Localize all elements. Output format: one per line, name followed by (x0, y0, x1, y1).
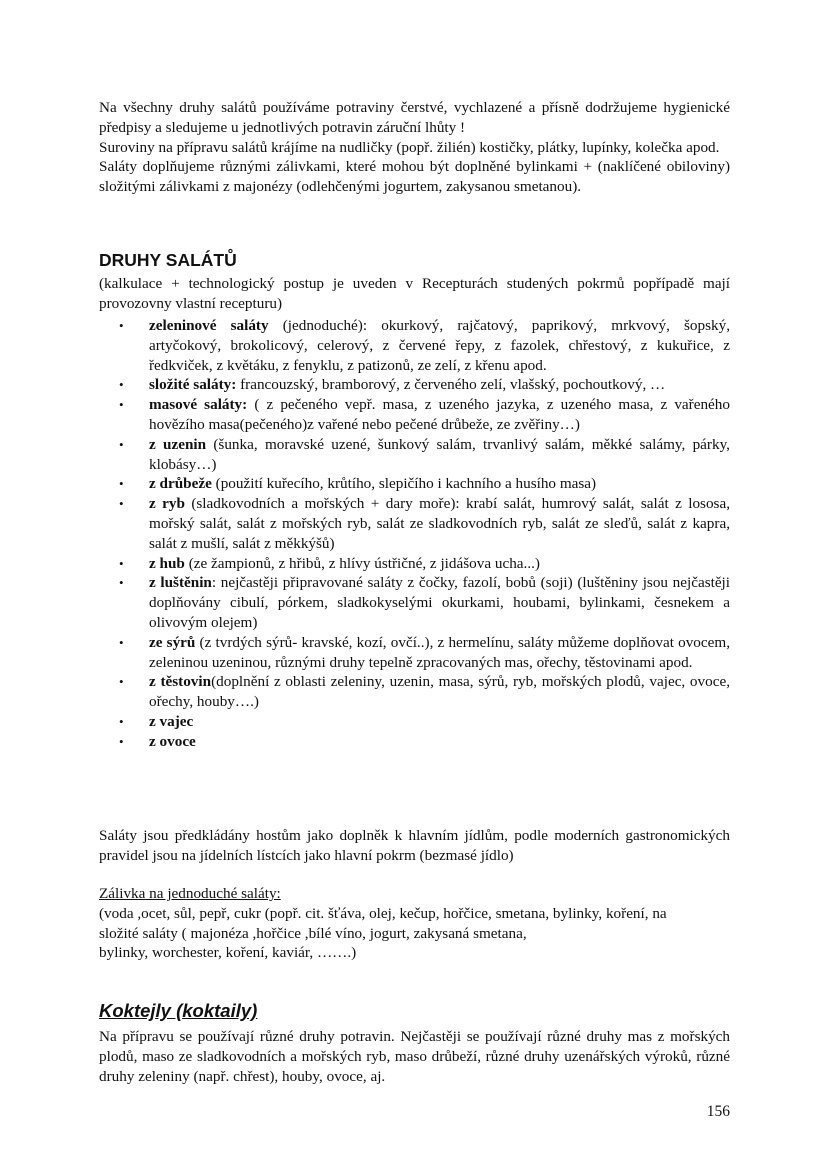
page-number: 156 (706, 1103, 730, 1120)
list-item (119, 712, 730, 732)
salad-types-list (119, 316, 730, 752)
bullet-icon: • (119, 713, 124, 729)
bullet-icon: • (119, 575, 124, 591)
list-item (119, 435, 730, 475)
list-item (119, 474, 730, 494)
serving-paragraph: Saláty jsou předkládány hostům jako doplněk k hlavním jídlům, podle moderních gastronomických pravidel jsou na jídelních lístcích jako hlavní pokrm (bezmasé jídlo) (99, 827, 730, 864)
list-item (119, 494, 730, 553)
item-label: masové saláty: (149, 396, 248, 414)
bullet-icon: • (119, 555, 124, 571)
item-label: zeleninové saláty (149, 317, 269, 334)
item-text: (sladkovodních a mořských + dary moře): krabí salát, humrový salát, salát z lososa, mořský salát, salát z mořských ryb, salát ze sladkovodních ryb, salát ze sleďů, salát z kapra, salát z mušlí, salát z měkkýšů) (149, 495, 730, 552)
section-title-salad-types: DRUHY SALÁTŮ (99, 250, 237, 270)
intro-paragraph: Saláty doplňujeme různými zálivkami, které mohou být doplněné bylinkami + (naklíčené obiloviny) složitými zálivkami z majonézy (odlehčenými jogurtem, zakysanou smetanou). (99, 158, 730, 196)
item-text: (jednoduché): okurkový, rajčatový, paprikový, mrkvový, šopský, artyčokový, brokolicový, celerový, z červené řepy, z fazolek, chřestový, z kukuřice, z ředkviček, z květáku, z fenyklu, z patizonů, ze zelí, z křenu apod. (149, 317, 731, 374)
bullet-icon: • (119, 634, 124, 650)
dressing-line: bylinky, worchester, koření, kaviár, …….) (99, 944, 357, 962)
bullet-icon: • (119, 436, 124, 452)
intro-paragraph: Na všechny druhy salátů používáme potraviny čerstvé, vychlazené a přísně dodržujeme hygienické předpisy a sledujeme u jednotlivých potravin záruční lhůty ! (99, 99, 730, 136)
bullet-icon: • (119, 318, 124, 333)
item-text: francouzský, bramborový, z červeného zelí, vlašský, pochoutkový, … (236, 376, 666, 394)
intro-paragraph: Suroviny na přípravu salátů krájíme na nudličky (popř. žilién) kostičky, plátky, lupínky, kolečka apod. (99, 138, 720, 156)
item-label: z ovoce (149, 732, 196, 750)
section-note: (kalkulace + technologický postup je uveden v Recepturách studených pokrmů popřípadě mají provozovny vlastní recepturu) (99, 275, 730, 312)
item-text: : nejčastěji připravované saláty z čočky, fazolí, bobů (soji) (luštěniny jsou nejčastěji doplňovány cibulí, pórkem, sladkokyselými okurkami, houbami, bylinkami, česnekem a olivovým olejem) (149, 574, 730, 631)
bullet-icon: • (119, 496, 124, 512)
item-text: (použití kuřecího, krůtího, slepičího i kachního a husího masa) (211, 475, 597, 493)
item-label: složité saláty: (149, 376, 237, 394)
bullet-icon: • (119, 377, 124, 393)
bullet-icon: • (119, 674, 124, 690)
item-label: ze sýrů (149, 633, 196, 651)
item-text: (z tvrdých sýrů- kravské, kozí, ovčí..), z hermelínu, saláty můžeme doplňovat ovocem, zeleninou uzeninou, různými druhy tepelně zpracovaných mas, ořechy, těstovinami apod. (149, 633, 730, 671)
list-item (119, 375, 730, 395)
item-label: z těstovin (149, 673, 212, 691)
list-item (119, 316, 730, 375)
item-label: z vajec (149, 712, 194, 730)
item-label: z hub (149, 554, 185, 572)
intro-section (99, 98, 730, 197)
bullet-icon: • (119, 733, 124, 749)
item-label: z ryb (149, 495, 185, 513)
item-label: z drůbeže (149, 475, 212, 493)
list-item (119, 732, 730, 752)
list-item (119, 554, 730, 574)
list-item (119, 395, 730, 435)
item-text: (ze žampionů, z hřibů, z hlívy ústřičné, z jidášova ucha...) (184, 554, 540, 572)
item-text: (doplnění z oblasti zeleniny, uzenin, masa, sýrů, ryb, mořských plodů, vajec, ovoce, ořechy, houby….) (149, 673, 730, 711)
bullet-icon: • (119, 476, 124, 492)
dressing-line: (voda ,ocet, sůl, pepř, cukr (popř. cit. šťáva, olej, kečup, hořčice, smetana, bylinky, koření, na (99, 904, 667, 922)
item-text: (šunka, moravské uzené, šunkový salám, trvanlivý salám, měkké salámy, párky, klobásy…) (149, 435, 730, 473)
item-label: z luštěnin (149, 574, 212, 592)
dressing-section (99, 884, 730, 963)
item-text: ( z pečeného vepř. masa, z uzeného jazyka, z uzeného masa, z vařeného hovězího masa(pečeného)z vařené nebo pečené drůbeže, ze zvěřiny…) (149, 396, 730, 433)
cocktails-paragraph: Na přípravu se používají různé druhy potravin. Nejčastěji se používají různé druhy mas z mořských plodů, maso ze sladkovodních a mořských ryb, maso drůbeží, různé druhy uzenářských výroků, různé druhy zeleniny (např. chřest), houby, ovoce, aj. (99, 1028, 730, 1085)
dressing-line: složité saláty ( majonéza ,hořčice ,bílé víno, jogurt, zakysaná smetana, (99, 924, 527, 942)
bullet-icon: • (119, 397, 124, 413)
list-item (119, 633, 730, 673)
list-item (119, 672, 730, 712)
section-title-cocktails: Koktejly (koktaily) (99, 1000, 258, 1021)
item-label: z uzenin (149, 435, 207, 453)
dressing-title: Zálivka na jednoduché saláty: (99, 885, 281, 902)
list-item (119, 573, 730, 632)
